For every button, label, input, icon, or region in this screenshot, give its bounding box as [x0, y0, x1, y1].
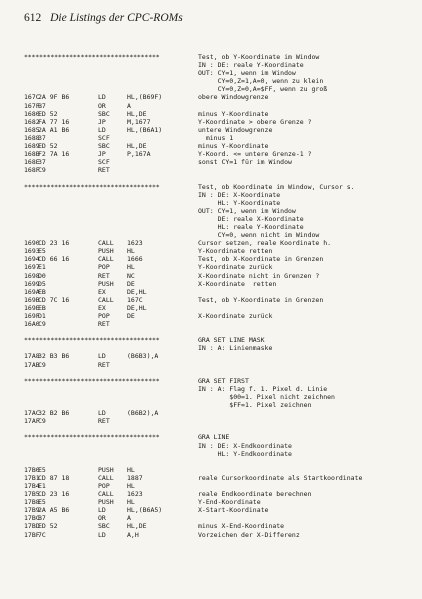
section-title: GRA SET FIRST [198, 376, 249, 385]
mnemonic: CALL [98, 255, 114, 264]
address: 1688 [24, 133, 40, 142]
comment: HL: reale Y-Koordinate [198, 222, 304, 231]
operand: HL,(B6A5) [127, 506, 163, 515]
operand: HL,DE [127, 142, 147, 151]
operand: A [127, 101, 131, 110]
operand: A [127, 514, 131, 523]
mnemonic: JP [98, 117, 106, 126]
section-title: Test, ob Koordinate im Window, Cursor s. [198, 182, 355, 191]
comment: Test, ob X-Koordinate in Grenzen [198, 255, 324, 264]
operand: A,H [127, 530, 139, 539]
mnemonic: LD [98, 352, 106, 361]
operand: HL [127, 247, 135, 256]
comment: CY=0, wenn nicht im Window [198, 231, 320, 240]
comment: IN : DE: X-Endkoordinate [198, 441, 292, 450]
address: 1689 [24, 142, 40, 151]
comment: OUT: CY=1, wenn im Window [198, 206, 296, 215]
address: 1690 [24, 239, 40, 248]
comment: Y-End-Koordinate [198, 498, 261, 507]
comment: IN : DE: reale Y-Koordinate [198, 61, 304, 70]
opcode-bytes: 2A A5 B6 [38, 506, 70, 515]
mnemonic: PUSH [98, 279, 114, 288]
address: 169F [24, 312, 40, 320]
address: 169E [24, 303, 40, 312]
mnemonic: OR [98, 101, 106, 110]
address: 17B1 [24, 473, 40, 482]
comment: minus Y-Koordinate [198, 109, 269, 118]
address: 1682 [24, 117, 40, 126]
address: 1685 [24, 125, 40, 134]
opcode-bytes: EB [38, 303, 46, 312]
comment: IN : A: Linienmaske [198, 344, 273, 353]
mnemonic: CALL [98, 295, 114, 304]
opcode-bytes: B7 [38, 514, 46, 523]
address: 1697 [24, 263, 40, 272]
section-title: Test, ob Y-Koordinate im Window [198, 53, 320, 61]
mnemonic: SBC [98, 142, 110, 151]
operand: DE,HL [127, 287, 147, 296]
mnemonic: EX [98, 287, 106, 296]
mnemonic: CALL [98, 473, 114, 482]
comment: Cursor setzen, reale Koordinate h. [198, 239, 332, 248]
comment: Vorzeichen der X-Differenz [198, 530, 300, 539]
mnemonic: RET [98, 271, 110, 280]
mnemonic: PUSH [98, 247, 114, 256]
comment: X-Koordinate nicht in Grenzen ? [198, 271, 320, 280]
mnemonic: SCF [98, 133, 110, 142]
comment: CY=0,Z=0,A=$FF, wenn zu groß [198, 85, 328, 94]
operand: HL [127, 263, 135, 272]
address: 1680 [24, 109, 40, 118]
opcode-bytes: ED 52 [38, 109, 58, 118]
address: 17BD [24, 522, 40, 531]
comment: minus 1 [198, 133, 234, 142]
comment: Y-Koord. <= untere Grenze-1 ? [198, 150, 312, 159]
address: 17B8 [24, 498, 40, 507]
opcode-bytes: E1 [38, 263, 46, 272]
opcode-bytes: C9 [38, 320, 46, 329]
mnemonic: CALL [98, 239, 114, 248]
operand: 1887 [127, 473, 143, 482]
separator-stars: ************************************ [24, 336, 160, 345]
mnemonic: SBC [98, 522, 110, 531]
mnemonic: PUSH [98, 498, 114, 507]
opcode-bytes: B7 [38, 101, 46, 110]
opcode-bytes: CD 66 16 [38, 255, 70, 264]
mnemonic: OR [98, 514, 106, 523]
comment: minus Y-Koordinate [198, 142, 269, 151]
opcode-bytes: CD 7C 16 [38, 295, 70, 304]
opcode-bytes: E5 [38, 498, 46, 507]
mnemonic: CALL [98, 490, 114, 499]
address: 1694 [24, 255, 40, 264]
page-number: 612 [24, 12, 42, 24]
operand: DE,HL [127, 303, 147, 312]
comment: OUT: CY=1, wenn im Window [198, 69, 296, 78]
address: 169A [24, 287, 40, 296]
mnemonic: PUSH [98, 465, 114, 474]
comment: obere Windowgrenze [198, 93, 269, 102]
address: 17A8 [24, 352, 40, 361]
opcode-bytes: CD 23 16 [38, 239, 70, 248]
page-title: Die Listings der CPC-ROMs [50, 12, 183, 24]
opcode-bytes: ED 52 [38, 522, 58, 531]
address: 17B0 [24, 465, 40, 474]
operand: NC [127, 271, 135, 280]
opcode-bytes: 37 [38, 133, 46, 142]
operand: M,1677 [127, 117, 151, 126]
mnemonic: SCF [98, 158, 110, 167]
page-header [24, 12, 183, 24]
opcode-bytes: 7C [38, 530, 46, 539]
comment: HL: Y-Koordinate [198, 198, 281, 207]
opcode-bytes: E1 [38, 481, 46, 490]
comment: Y-Koordinate retten [198, 247, 273, 256]
opcode-bytes: C9 [38, 360, 46, 369]
comment: sonst CY=1 für im Window [198, 158, 292, 167]
mnemonic: POP [98, 481, 110, 490]
opcode-bytes: E5 [38, 465, 46, 474]
section-title: GRA LINE [198, 433, 230, 442]
comment: IN : A: Flag f. 1. Pixel d. Linie [198, 384, 328, 393]
address: 168F [24, 166, 40, 175]
separator-stars: ************************************ [24, 182, 160, 191]
mnemonic: LD [98, 409, 106, 418]
opcode-bytes: 32 B3 B6 [38, 352, 70, 361]
address: 1698 [24, 271, 40, 280]
opcode-bytes: C9 [38, 166, 46, 175]
opcode-bytes: 37 [38, 158, 46, 167]
address: 167F [24, 101, 40, 110]
operand: HL [127, 498, 135, 507]
comment: X-Koordinate zurück [198, 312, 273, 320]
opcode-bytes: E5 [38, 247, 46, 256]
mnemonic: LD [98, 125, 106, 134]
comment: Y-Koordinate > obere Grenze ? [198, 117, 312, 126]
mnemonic: RET [98, 360, 110, 369]
mnemonic: LD [98, 530, 106, 539]
address: 17AC [24, 409, 40, 418]
opcode-bytes: D5 [38, 279, 46, 288]
separator-stars: ************************************ [24, 53, 160, 61]
mnemonic: LD [98, 506, 106, 515]
opcode-bytes: CD 23 16 [38, 490, 70, 499]
comment: X-Koordinate retten [198, 279, 277, 288]
operand: 1623 [127, 239, 143, 248]
opcode-bytes: CD 87 18 [38, 473, 70, 482]
mnemonic: LD [98, 93, 106, 102]
address: 167C [24, 93, 40, 102]
opcode-bytes: FA 77 16 [38, 117, 70, 126]
comment: X-Start-Koordinate [198, 506, 269, 515]
opcode-bytes: 2A A1 B6 [38, 125, 70, 134]
comment: IN : DE: X-Koordinate [198, 190, 281, 199]
mnemonic: RET [98, 166, 110, 175]
address: 17BF [24, 530, 40, 539]
operand: HL,(B69F) [127, 93, 163, 102]
operand: HL [127, 481, 135, 490]
opcode-bytes: 32 B2 B6 [38, 409, 70, 418]
address: 17B9 [24, 506, 40, 515]
operand: 1623 [127, 490, 143, 499]
operand: DE [127, 279, 135, 288]
section-title: GRA SET LINE MASK [198, 336, 265, 345]
address: 16A0 [24, 320, 40, 329]
operand: (B6B2),A [127, 409, 159, 418]
opcode-bytes: 2A 9F B6 [38, 93, 70, 102]
separator-stars: ************************************ [24, 376, 160, 385]
opcode-bytes: F2 7A 16 [38, 150, 70, 159]
address: 168B [24, 150, 40, 159]
mnemonic: SBC [98, 109, 110, 118]
mnemonic: JP [98, 150, 106, 159]
operand: HL,DE [127, 109, 147, 118]
comment: $00=1. Pixel nicht zeichnen [198, 392, 335, 401]
address: 168E [24, 158, 40, 167]
mnemonic: RET [98, 417, 110, 426]
opcode-bytes: D0 [38, 271, 46, 280]
comment: reale Endkoordinate berechnen [198, 490, 312, 499]
address: 17AB [24, 360, 40, 369]
comment: minus X-End-Koordinate [198, 522, 285, 531]
operand: 1666 [127, 255, 143, 264]
separator-stars: ************************************ [24, 433, 160, 442]
opcode-bytes: EB [38, 287, 46, 296]
mnemonic: RET [98, 320, 110, 329]
mnemonic: POP [98, 263, 110, 272]
operand: HL,(B6A1) [127, 125, 163, 134]
mnemonic: EX [98, 303, 106, 312]
address: 17AF [24, 417, 40, 426]
opcode-bytes: C9 [38, 417, 46, 426]
address: 1693 [24, 247, 40, 256]
address: 1699 [24, 279, 40, 288]
operand: HL,DE [127, 522, 147, 531]
operand: P,167A [127, 150, 151, 159]
comment: HL: Y-Endkoordinate [198, 449, 292, 458]
address: 17BC [24, 514, 40, 523]
comment: DE: reale X-Koordinate [198, 214, 304, 223]
address: 17B4 [24, 481, 40, 490]
operand: 167C [127, 295, 143, 304]
comment: reale Cursorkoordinate als Startkoordinate [198, 473, 363, 482]
mnemonic: POP [98, 312, 110, 320]
comment: untere Windowgrenze [198, 125, 273, 134]
comment: CY=0,Z=1,A=0, wenn zu klein [198, 77, 324, 86]
comment: $FF=1. Pixel zeichnen [198, 401, 312, 410]
address: 17B5 [24, 490, 40, 499]
address: 169B [24, 295, 40, 304]
operand: DE [127, 312, 135, 320]
opcode-bytes: ED 52 [38, 142, 58, 151]
opcode-bytes: D1 [38, 312, 46, 320]
operand: HL [127, 465, 135, 474]
comment: Y-Koordinate zurück [198, 263, 273, 272]
comment: Test, ob Y-Koordinate in Grenzen [198, 295, 324, 304]
operand: (B6B3),A [127, 352, 159, 361]
